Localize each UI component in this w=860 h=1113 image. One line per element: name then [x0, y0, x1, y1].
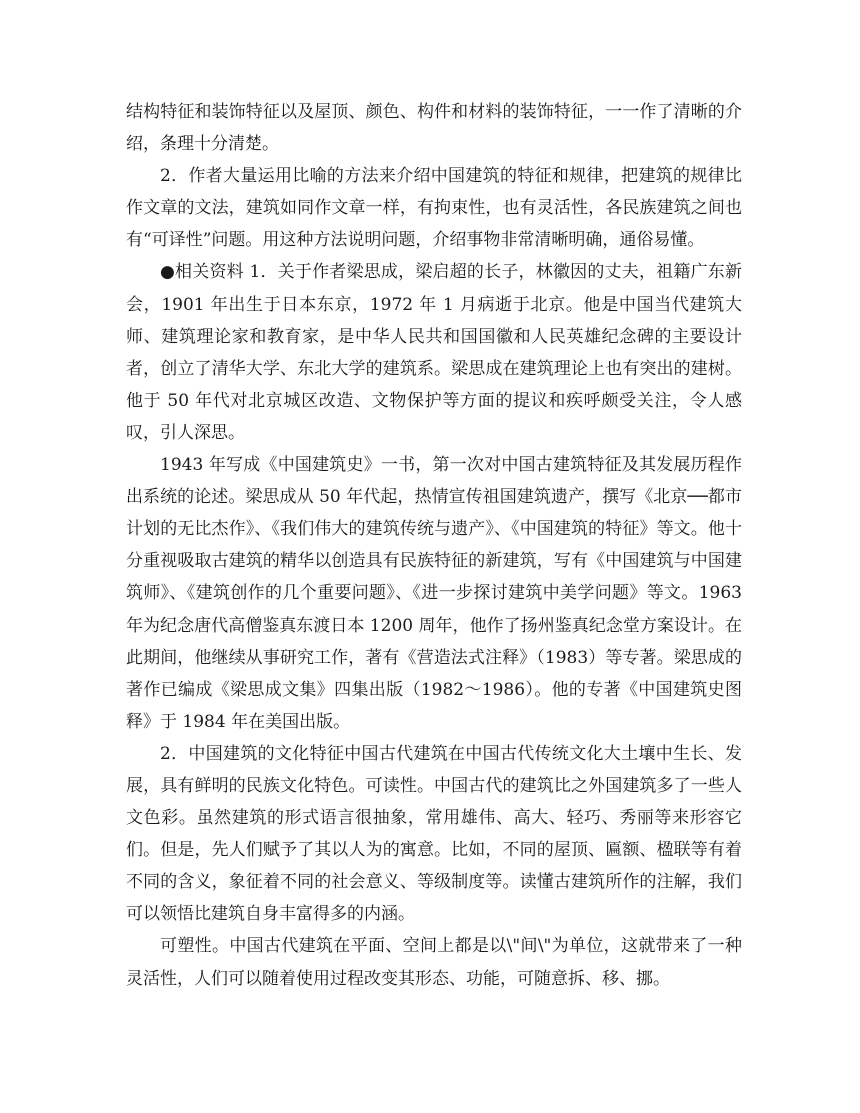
paragraph-plasticity: 可塑性。中国古代建筑在平面、空间上都是以\"间\"为单位，这就带来了一种灵活性，人们可以随着使用过程改变其形态、功能，可随意拆、移、挪。	[126, 936, 742, 989]
paragraph-continuation: 结构特征和装饰特征以及屋顶、颜色、构件和材料的装饰特征，一一作了清晰的介绍，条理十分清楚。	[126, 102, 742, 155]
paragraph-author-bio: ●相关资料 1．关于作者梁思成，梁启超的长子，林徽因的丈夫，祖籍广东新会，1901 年出生于日本东京，1972 年 1 月病逝于北京。他是中国当代建筑大师、建筑理论家和教育家，是中华人民共和国国徽和人民英雄纪念碑的主要设计者，创立了清华大学、东北大学的建筑系。梁思成在建筑理论上也有突出的建树。他于 50 年代对北京城区改造、文物保护等方面的提议和疾呼颇受关注，令人感叹，引人深思。	[126, 262, 742, 443]
paragraph-metaphor-method: 2．作者大量运用比喻的方法来介绍中国建筑的特征和规律，把建筑的规律比作文章的文法，建筑如同作文章一样，有拘束性，也有灵活性，各民族建筑之间也有“可译性”问题。用这种方法说明问题，介绍事物非常清晰明确，通俗易懂。	[126, 166, 742, 251]
paragraph-cultural-features: 2．中国建筑的文化特征中国古代建筑在中国古代传统文化大土壤中生长、发展，具有鲜明的民族文化特色。可读性。中国古代的建筑比之外国建筑多了一些人文色彩。虽然建筑的形式语言很抽象，常用雄伟、高大、轻巧、秀丽等来形容它们。但是，先人们赋予了其以人为的寓意。比如，不同的屋顶、匾额、楹联等有着不同的含义，象征着不同的社会意义、等级制度等。读懂古建筑所作的注解，我们可以领悟比建筑自身丰富得多的内涵。	[126, 743, 742, 925]
document-page	[126, 96, 742, 995]
paragraph-works: 1943 年写成《中国建筑史》一书，第一次对中国古建筑特征及其发展历程作出系统的论述。梁思成从 50 年代起，热情宣传祖国建筑遗产，撰写《北京──都市计划的无比杰作》、《我们伟大的建筑传统与遗产》、《中国建筑的特征》等文。他十分重视吸取古建筑的精华以创造具有民族特征的新建筑，写有《中国建筑与中国建筑师》、《建筑创作的几个重要问题》、《进一步探讨建筑中美学问题》等文。1963 年为纪念唐代高僧鉴真东渡日本 1200 周年，他作了扬州鉴真纪念堂方案设计。在此期间，他继续从事研究工作，著有《营造法式注释》（1983）等专著。梁思成的著作已编成《梁思成文集》四集出版（1982～1986）。他的专著《中国建筑史图释》于 1984 年在美国出版。	[126, 455, 742, 732]
